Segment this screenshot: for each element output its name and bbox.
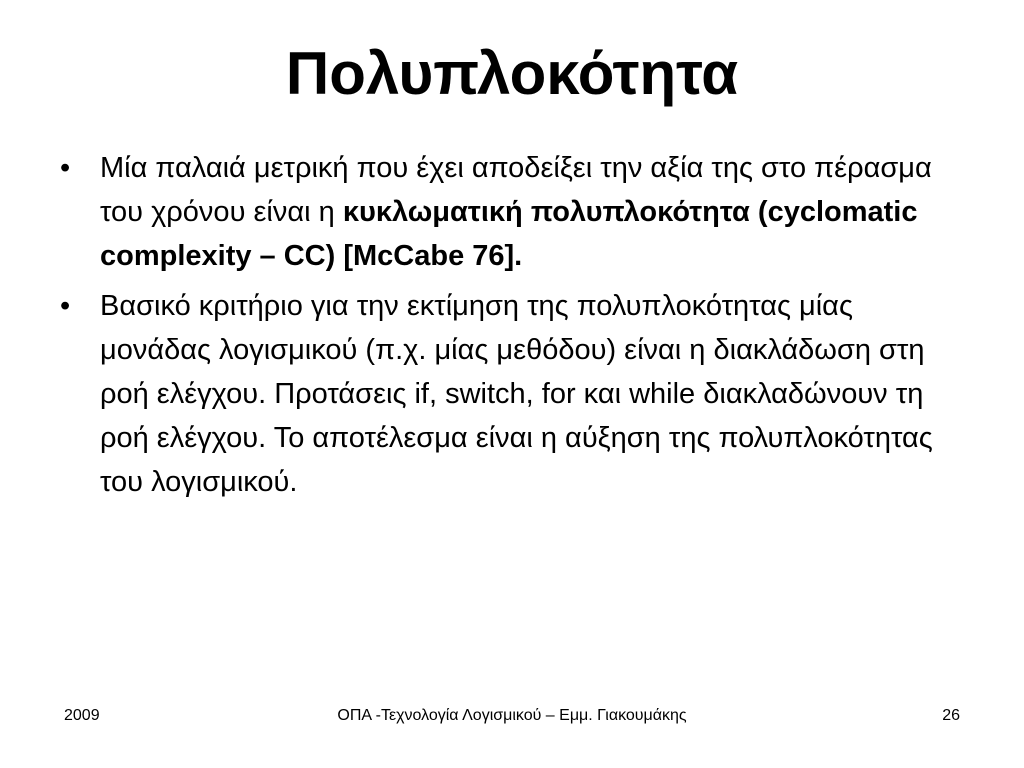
slide-title: Πολυπλοκότητα — [285, 40, 739, 107]
footer-page-number: 26 — [942, 707, 960, 724]
bullet-text: Βασικό κριτήριο για την εκτίμηση της πολυπλοκότητας μίας μονάδας λογισμικού (π.χ. μίας μεθόδου) είναι η διακλάδωση στη ροή ελέγχου. Προτάσεις if, switch, for και while διακλαδώνουν τη ροή ελέγχου. Το αποτέλεσμα είναι η αύξηση της πολυπλοκότητας του λογισμικού. — [100, 290, 933, 498]
bullet-text-paren: ( — [749, 196, 768, 228]
bullet-item-criterion — [56, 284, 966, 504]
footer-course: ΟΠΑ -Τεχνολογία Λογισμικού – Εμμ. Γιακουμάκης — [337, 707, 687, 724]
bold-reference: cyclomatic complexity – CC) [McCabe 76]. — [100, 196, 918, 272]
bullet-text: Μία παλαιά μετρική που έχει αποδείξει την αξία της στο πέρασμα του χρόνου είναι η — [100, 152, 932, 228]
bullet-icon: • — [60, 290, 71, 322]
footer-year: 2009 — [64, 707, 100, 724]
bullet-icon: • — [60, 152, 71, 184]
bold-term: κυκλωματική πολυπλοκότητα — [342, 196, 750, 228]
bullet-list — [56, 146, 966, 510]
bullet-item-cyclomatic — [56, 146, 966, 278]
